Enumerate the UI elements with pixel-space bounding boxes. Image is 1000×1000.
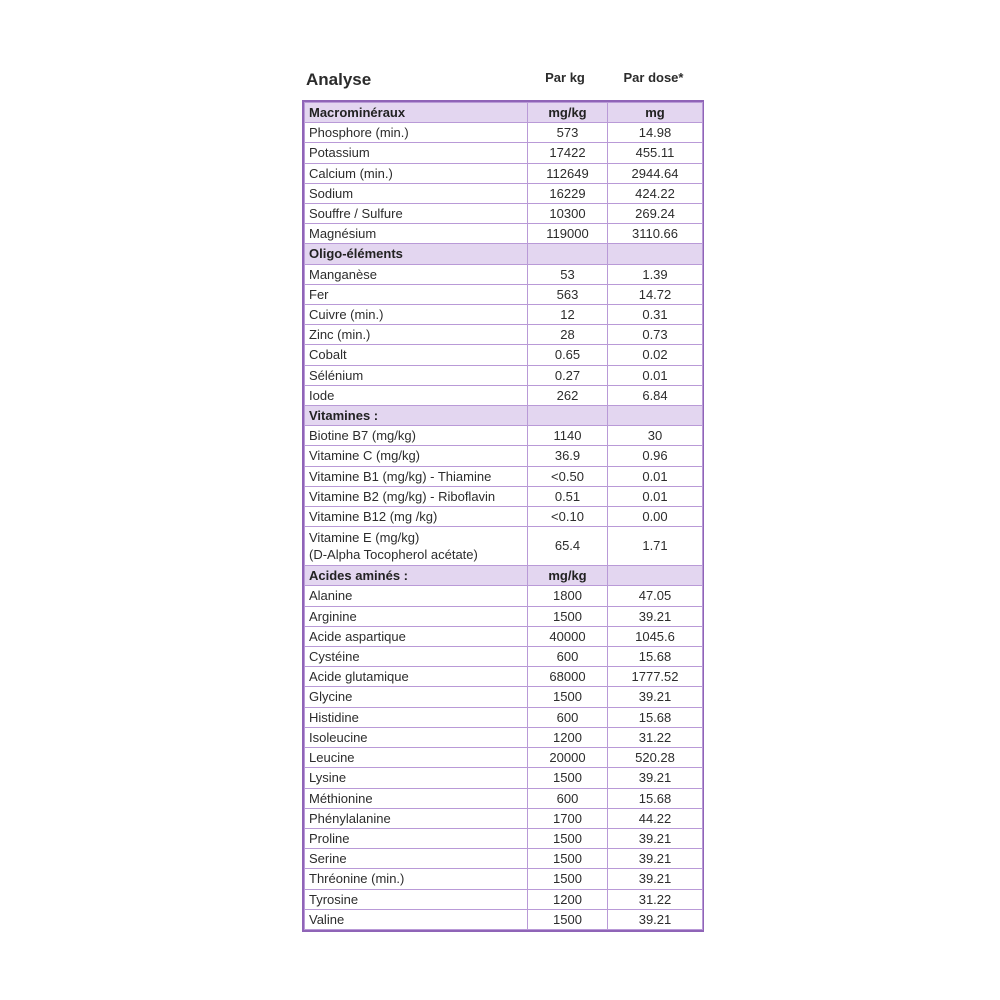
- value-per-kg: 1500: [528, 828, 608, 848]
- table-row: [305, 788, 703, 808]
- value-per-kg: 600: [528, 707, 608, 727]
- value-per-kg: 1800: [528, 586, 608, 606]
- value-per-dose: 39.21: [608, 828, 703, 848]
- row-label: Lysine: [305, 768, 528, 788]
- value-per-dose: 455.11: [608, 143, 703, 163]
- row-label: Vitamine B1 (mg/kg) - Thiamine: [305, 466, 528, 486]
- row-label: Fer: [305, 284, 528, 304]
- value-per-dose: 1045.6: [608, 626, 703, 646]
- value-per-dose: 6.84: [608, 385, 703, 405]
- table-row: [305, 647, 703, 667]
- row-label: Acide aspartique: [305, 626, 528, 646]
- table-row: [305, 527, 703, 566]
- table-row: [305, 426, 703, 446]
- row-label: Acide glutamique: [305, 667, 528, 687]
- value-per-dose: 39.21: [608, 687, 703, 707]
- value-per-kg: <0.10: [528, 507, 608, 527]
- table-row: [305, 849, 703, 869]
- row-label: Phosphore (min.): [305, 123, 528, 143]
- section-row: [305, 406, 703, 426]
- value-per-dose: 0.01: [608, 486, 703, 506]
- table-row: [305, 507, 703, 527]
- value-per-dose: 15.68: [608, 707, 703, 727]
- value-per-kg: 1200: [528, 727, 608, 747]
- table-row: [305, 486, 703, 506]
- row-label: Iode: [305, 385, 528, 405]
- value-per-dose: 424.22: [608, 183, 703, 203]
- table-row: [305, 768, 703, 788]
- value-per-kg: 1140: [528, 426, 608, 446]
- row-label: Valine: [305, 909, 528, 929]
- value-per-dose: 0.73: [608, 325, 703, 345]
- table-row: [305, 687, 703, 707]
- value-per-kg: 1500: [528, 768, 608, 788]
- table-row: [305, 123, 703, 143]
- row-label: Magnésium: [305, 224, 528, 244]
- row-label: Vitamine C (mg/kg): [305, 446, 528, 466]
- table-row: [305, 385, 703, 405]
- table-row: [305, 869, 703, 889]
- value-per-kg: 0.27: [528, 365, 608, 385]
- table-title: Analyse: [306, 70, 372, 89]
- table-row: [305, 325, 703, 345]
- table-row: [305, 626, 703, 646]
- row-label: Potassium: [305, 143, 528, 163]
- table-row: [305, 345, 703, 365]
- value-per-kg: 1500: [528, 687, 608, 707]
- value-per-kg: 563: [528, 284, 608, 304]
- value-per-dose: 44.22: [608, 808, 703, 828]
- value-per-kg: 119000: [528, 224, 608, 244]
- value-per-kg: mg/kg: [528, 566, 608, 586]
- value-per-kg: 573: [528, 123, 608, 143]
- row-label: Zinc (min.): [305, 325, 528, 345]
- value-per-kg: 1500: [528, 909, 608, 929]
- value-per-kg: 68000: [528, 667, 608, 687]
- value-per-kg: 17422: [528, 143, 608, 163]
- value-per-kg: [528, 244, 608, 264]
- value-per-dose: 3110.66: [608, 224, 703, 244]
- value-per-dose: 1.71: [608, 527, 703, 566]
- value-per-kg: 40000: [528, 626, 608, 646]
- value-per-dose: 31.22: [608, 727, 703, 747]
- row-label: Proline: [305, 828, 528, 848]
- row-label: Arginine: [305, 606, 528, 626]
- row-label: [305, 527, 528, 566]
- value-per-dose: 15.68: [608, 788, 703, 808]
- value-per-kg: 1500: [528, 869, 608, 889]
- value-per-dose: [608, 406, 703, 426]
- row-label: Serine: [305, 849, 528, 869]
- row-label: Méthionine: [305, 788, 528, 808]
- value-per-kg: [528, 406, 608, 426]
- value-per-kg: 0.51: [528, 486, 608, 506]
- value-per-kg: 16229: [528, 183, 608, 203]
- section-label: Vitamines :: [305, 406, 528, 426]
- section-label: Acides aminés :: [305, 566, 528, 586]
- table-row: [305, 667, 703, 687]
- table-row: [305, 707, 703, 727]
- analysis-table: [302, 100, 704, 932]
- value-per-dose: 15.68: [608, 647, 703, 667]
- value-per-dose: 39.21: [608, 909, 703, 929]
- table-row: [305, 808, 703, 828]
- value-per-kg: 1500: [528, 849, 608, 869]
- value-per-kg: 600: [528, 647, 608, 667]
- table-row: [305, 828, 703, 848]
- value-per-dose: 0.31: [608, 305, 703, 325]
- value-per-kg: 20000: [528, 748, 608, 768]
- row-label: Leucine: [305, 748, 528, 768]
- table-header: [302, 70, 702, 98]
- value-per-dose: 0.96: [608, 446, 703, 466]
- section-row: [305, 244, 703, 264]
- table-row: [305, 204, 703, 224]
- table-row: [305, 727, 703, 747]
- value-per-dose: [608, 566, 703, 586]
- value-per-dose: 1.39: [608, 264, 703, 284]
- row-label: Glycine: [305, 687, 528, 707]
- table-row: [305, 305, 703, 325]
- row-label: Sélénium: [305, 365, 528, 385]
- value-per-dose: 47.05: [608, 586, 703, 606]
- value-per-dose: [608, 244, 703, 264]
- value-per-dose: 0.00: [608, 507, 703, 527]
- section-row: [305, 566, 703, 586]
- value-per-dose: 39.21: [608, 849, 703, 869]
- table-row: [305, 446, 703, 466]
- row-label: Souffre / Sulfure: [305, 204, 528, 224]
- row-label: Vitamine B2 (mg/kg) - Riboflavin: [305, 486, 528, 506]
- table-row: [305, 586, 703, 606]
- row-label: Thréonine (min.): [305, 869, 528, 889]
- row-label: Alanine: [305, 586, 528, 606]
- value-per-dose: 2944.64: [608, 163, 703, 183]
- value-per-dose: 0.01: [608, 365, 703, 385]
- value-per-kg: 10300: [528, 204, 608, 224]
- value-per-kg: 262: [528, 385, 608, 405]
- table-row: [305, 163, 703, 183]
- table-row: [305, 183, 703, 203]
- value-per-dose: mg: [608, 103, 703, 123]
- value-per-kg: 0.65: [528, 345, 608, 365]
- value-per-dose: 14.72: [608, 284, 703, 304]
- value-per-kg: 12: [528, 305, 608, 325]
- row-label-line1: Vitamine E (mg/kg): [309, 530, 420, 546]
- value-per-kg: 600: [528, 788, 608, 808]
- analysis-table-body: [305, 103, 703, 930]
- value-per-dose: 39.21: [608, 768, 703, 788]
- row-label: Tyrosine: [305, 889, 528, 909]
- value-per-kg: 36.9: [528, 446, 608, 466]
- column-header-per-dose: Par dose*: [623, 70, 684, 85]
- value-per-dose: 14.98: [608, 123, 703, 143]
- section-row: [305, 103, 703, 123]
- value-per-dose: 269.24: [608, 204, 703, 224]
- table-row: [305, 284, 703, 304]
- value-per-dose: 0.01: [608, 466, 703, 486]
- row-label: Cystéine: [305, 647, 528, 667]
- row-label: Biotine B7 (mg/kg): [305, 426, 528, 446]
- value-per-dose: 0.02: [608, 345, 703, 365]
- value-per-kg: 28: [528, 325, 608, 345]
- value-per-dose: 39.21: [608, 869, 703, 889]
- section-label: Oligo-éléments: [305, 244, 528, 264]
- table-row: [305, 143, 703, 163]
- row-label-line2: (D-Alpha Tocopherol acétate): [309, 547, 478, 563]
- table-row: [305, 264, 703, 284]
- table-row: [305, 466, 703, 486]
- row-label: Histidine: [305, 707, 528, 727]
- table-row: [305, 889, 703, 909]
- value-per-dose: 39.21: [608, 606, 703, 626]
- table-row: [305, 365, 703, 385]
- row-label: Vitamine B12 (mg /kg): [305, 507, 528, 527]
- table-row: [305, 909, 703, 929]
- column-header-per-kg: Par kg: [545, 70, 585, 85]
- value-per-kg: <0.50: [528, 466, 608, 486]
- row-label: Cuivre (min.): [305, 305, 528, 325]
- section-label: Macrominéraux: [305, 103, 528, 123]
- value-per-kg: 65.4: [528, 527, 608, 566]
- value-per-dose: 1777.52: [608, 667, 703, 687]
- row-label: Sodium: [305, 183, 528, 203]
- row-label: Cobalt: [305, 345, 528, 365]
- value-per-kg: 53: [528, 264, 608, 284]
- row-label: Phénylalanine: [305, 808, 528, 828]
- value-per-kg: mg/kg: [528, 103, 608, 123]
- value-per-kg: 112649: [528, 163, 608, 183]
- value-per-kg: 1200: [528, 889, 608, 909]
- table-row: [305, 748, 703, 768]
- row-label: Manganèse: [305, 264, 528, 284]
- value-per-kg: 1500: [528, 606, 608, 626]
- value-per-dose: 30: [608, 426, 703, 446]
- table-row: [305, 606, 703, 626]
- value-per-dose: 31.22: [608, 889, 703, 909]
- table-row: [305, 224, 703, 244]
- value-per-kg: 1700: [528, 808, 608, 828]
- row-label: Isoleucine: [305, 727, 528, 747]
- value-per-dose: 520.28: [608, 748, 703, 768]
- row-label: Calcium (min.): [305, 163, 528, 183]
